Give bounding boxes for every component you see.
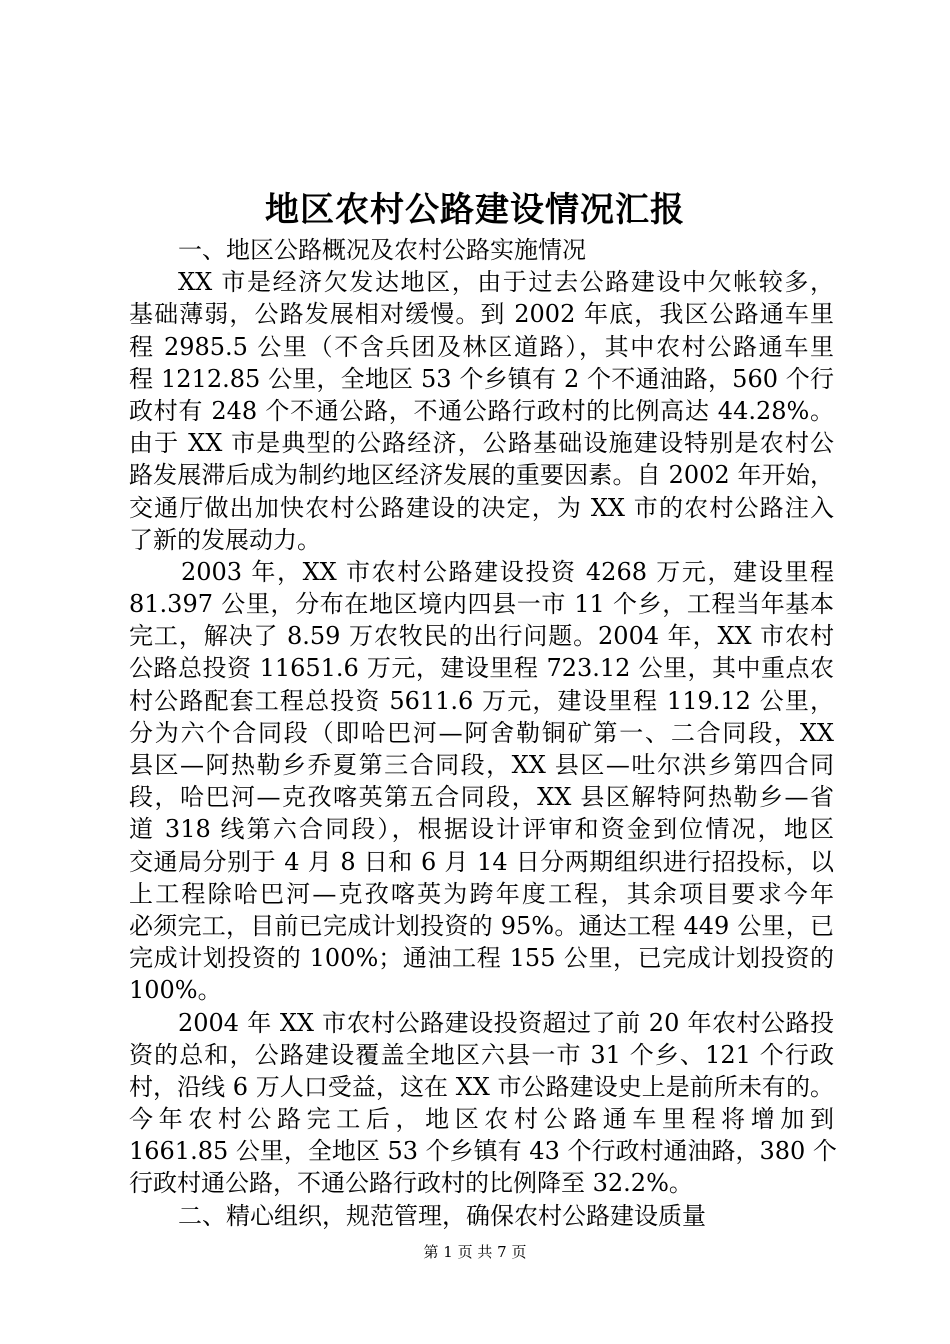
paragraph-line: 必须完工，目前已完成计划投资的 95%。通达工程 449 公里，已 (129, 911, 834, 940)
paragraph-line: 分为六个合同段（即哈巴河—阿舍勒铜矿第一、二合同段，XX (129, 718, 834, 747)
paragraph-line: 资的总和，公路建设覆盖全地区六县一市 31 个乡、121 个行政 (129, 1040, 834, 1069)
paragraph-line: 段，哈巴河—克孜喀英第五合同段，XX 县区解特阿热勒乡—省 (129, 783, 834, 812)
paragraph-line: 上工程除哈巴河—克孜喀英为跨年度工程，其余项目要求今年 (129, 879, 834, 908)
paragraph-line: 村公路配套工程总投资 5611.6 万元，建设里程 119.12 公里， (129, 686, 834, 715)
paragraph-line: 今年农村公路完工后，地区农村公路通车里程将增加到 (129, 1105, 834, 1134)
paragraph-line: 81.397 公里，分布在地区境内四县一市 11 个乡，工程当年基本 (129, 590, 834, 619)
paragraph-line: 公路总投资 11651.6 万元，建设里程 723.12 公里，其中重点农 (129, 654, 834, 683)
paragraph-line: 由于 XX 市是典型的公路经济，公路基础设施建设特别是农村公 (129, 429, 834, 458)
paragraph-line: 交通局分别于 4 月 8 日和 6 月 14 日分两期组织进行招投标，以 (129, 847, 834, 876)
paragraph-line: 完工，解决了 8.59 万农牧民的出行问题。2004 年，XX 市农村 (129, 622, 834, 651)
page-indicator: 第 1 页 共 7 页 (423, 1243, 527, 1261)
paragraph-line: 基础薄弱，公路发展相对缓慢。到 2002 年底，我区公路通车里 (129, 300, 834, 329)
paragraph-line: 行政村通公路，不通公路行政村的比例降至 32.2%。 (129, 1169, 693, 1198)
paragraph-line: 程 1212.85 公里，全地区 53 个乡镇有 2 个不通油路，560 个行 (129, 364, 834, 393)
document-body (129, 234, 837, 1232)
section-heading-2: 二、精心组织，规范管理，确保农村公路建设质量 (178, 1201, 706, 1230)
paragraph-line: XX 市是经济欠发达地区，由于过去公路建设中欠帐较多， (178, 268, 834, 297)
paragraph-line: 道 318 线第六合同段），根据设计评审和资金到位情况，地区 (129, 815, 834, 844)
paragraph-line: 2003 年，XX 市农村公路建设投资 4268 万元，建设里程 (181, 557, 834, 586)
paragraph-line: 100%。 (129, 976, 222, 1005)
document-title: 地区农村公路建设情况汇报 (265, 190, 685, 230)
paragraph-line: 程 2985.5 公里（不含兵团及林区道路），其中农村公路通车里 (129, 332, 834, 361)
paragraph-line: 2004 年 XX 市农村公路建设投资超过了前 20 年农村公路投 (178, 1008, 834, 1037)
paragraph-line: 完成计划投资的 100%；通油工程 155 公里，已完成计划投资的 (129, 944, 834, 973)
paragraph-line: 路发展滞后成为制约地区经济发展的重要因素。自 2002 年开始， (129, 461, 834, 490)
paragraph-line: 村，沿线 6 万人口受益，这在 XX 市公路建设史上是前所未有的。 (129, 1072, 834, 1101)
paragraph-line: 1661.85 公里，全地区 53 个乡镇有 43 个行政村通油路，380 个 (129, 1137, 837, 1166)
paragraph-line: 了新的发展动力。 (129, 525, 321, 554)
paragraph-line: 政村有 248 个不通公路，不通公路行政村的比例高达 44.28%。 (129, 396, 834, 425)
paragraph-line: 县区—阿热勒乡乔夏第三合同段，XX 县区—吐尔洪乡第四合同 (129, 751, 834, 779)
section-heading-1: 一、地区公路概况及农村公路实施情况 (178, 236, 586, 264)
paragraph-line: 交通厅做出加快农村公路建设的决定，为 XX 市的农村公路注入 (129, 493, 834, 522)
